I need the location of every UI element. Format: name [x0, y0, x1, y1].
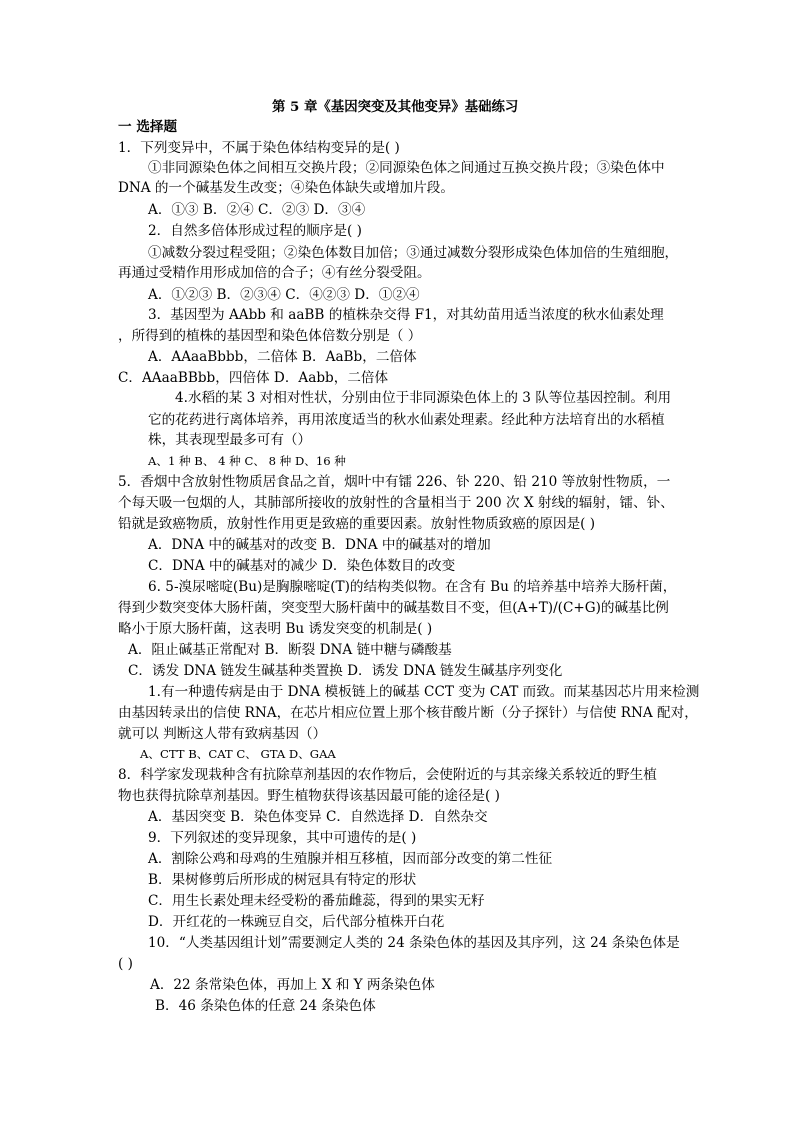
question-3-options: A．AAaaBbbb，二倍体 B．AaBb，二倍体 — [148, 349, 417, 365]
question-9-option-b: B．果树修剪后所形成的树冠具有特定的形状 — [148, 872, 417, 888]
question-4-options: A、1 种 B、 4 种 C、 8 种 D、16 种 — [148, 454, 346, 468]
question-7: 1.有一种遗传病是由于 DNA 模板链上的碱基 CCT 变为 CAT 而致。而某基因芯片用来检测 — [148, 684, 700, 700]
question-5-options: A．DNA 中的碱基对的改变 B．DNA 中的碱基对的增加 — [148, 537, 491, 553]
question-2-options: A．①②③ B．②③④ C．④②③ D．①②④ — [148, 287, 420, 303]
question-10-text: ( ) — [118, 956, 133, 972]
section-heading: 一 选择题 — [118, 119, 178, 135]
question-6-text: 得到少数突变体大肠杆菌，突变型大肠杆菌中的碱基数目不变，但(A+T)/(C+G)的碱基比例 — [118, 600, 669, 616]
question-2-text: 再通过受精作用形成加倍的合子；④有丝分裂受阻。 — [118, 265, 431, 281]
question-3: 3．基因型为 AAbb 和 aaBB 的植株杂交得 F1，对其幼苗用适当浓度的秋水仙素处理 — [148, 307, 664, 323]
question-1-options: A．①③ B．②④ C．②③ D．③④ — [148, 202, 366, 218]
question-10-option-b: B．46 条染色体的任意 24 条染色体 — [155, 998, 376, 1014]
question-4-text: 株，其表现型最多可有（） — [148, 432, 312, 448]
question-5-text: 个每天吸一包烟的人，其肺部所接收的放射性的含量相当于 200 次 X 射线的辐射，镭、钋、 — [118, 495, 674, 511]
question-2-text: ①减数分裂过程受阻；②染色体数目加倍；③通过减数分裂形成染色体加倍的生殖细胞， — [148, 245, 679, 261]
question-1-text: ①非同源染色体之间相互交换片段；②同源染色体之间通过互换交换片段；③染色体中 — [148, 160, 665, 176]
question-10: 10．“人类基因组计划”需要测定人类的 24 条染色体的基因及其序列，这 24 条染色体是 — [148, 935, 680, 951]
question-4: 4.水稻的某 3 对相对性状，分别由位于非同源染色体上的 3 队等位基因控制。利用 — [175, 390, 672, 406]
question-9-option-c: C．用生长素处理未经受粉的番茄雌蕊，得到的果实无籽 — [148, 893, 485, 909]
question-3-text: ，所得到的植株的基因型和染色体倍数分别是（ ） — [118, 328, 422, 344]
question-6-text: 略小于原大肠杆菌，这表明 Bu 诱发突变的机制是( ) — [118, 621, 433, 637]
question-6: 6. 5-溴尿嘧啶(Bu)是胸腺嘧啶(T)的结构类似物。在含有 Bu 的培养基中培养大肠杆菌， — [148, 579, 677, 595]
question-8-text: 物也获得抗除草剂基因。野生植物获得该基因最可能的途径是( ) — [118, 788, 500, 804]
question-9: 9．下列叙述的变异现象，其中可遗传的是( ) — [148, 830, 417, 846]
question-7-text: 由基因转录出的信使 RNA，在芯片相应位置上那个核苷酸片断（分子探针）与信使 RNA 配对， — [118, 705, 698, 721]
question-1: 1．下列变异中，不属于染色体结构变异的是( ) — [118, 140, 400, 156]
question-9-option-a: A．割除公鸡和母鸡的生殖腺并相互移植，因而部分改变的第二性征 — [148, 851, 553, 867]
question-3-options: C．AAaaBBbb，四倍体 D．Aabb，二倍体 — [118, 370, 389, 386]
question-7-text: 就可以 判断这人带有致病基因（） — [118, 726, 327, 742]
question-5: 5．香烟中含放射性物质居食品之首，烟叶中有镭 226、钋 220、铅 210 等放射性物质，一 — [118, 474, 671, 490]
question-5-text: 铅就是致癌物质，放射性作用更是致癌的重要因素。放射性物质致癌的原因是( ) — [118, 516, 596, 532]
question-5-options: C．DNA 中的碱基对的减少 D．染色体数目的改变 — [148, 558, 456, 574]
question-7-options: A、CTT B、CAT C、 GTA D、GAA — [140, 747, 336, 761]
question-2: 2．自然多倍体形成过程的顺序是( ) — [148, 223, 362, 239]
question-9-option-d: D．开红花的一株豌豆自交，后代部分植株开白花 — [148, 914, 445, 930]
question-6-options: A．阻止碱基正常配对 B．断裂 DNA 链中糖与磷酸基 — [128, 642, 452, 658]
question-1-text: DNA 的一个碱基发生改变；④染色体缺失或增加片段。 — [118, 180, 454, 196]
question-4-text: 它的花药进行离体培养，再用浓度适当的秋水仙素处理素。经此种方法培育出的水稻植 — [148, 412, 665, 428]
page-title: 第 5 章《基因突变及其他变异》基础练习 — [272, 99, 519, 115]
question-6-options: C．诱发 DNA 链发生碱基种类置换 D．诱发 DNA 链发生碱基序列变化 — [128, 663, 563, 679]
question-10-option-a: A．22 条常染色体，再加上 X 和 Y 两条染色体 — [150, 977, 435, 993]
question-8-options: A．基因突变 B．染色体变异 C．自然选择 D．自然杂交 — [148, 809, 488, 825]
question-8: 8．科学家发现栽种含有抗除草剂基因的农作物后，会使附近的与其亲缘关系较近的野生植 — [118, 767, 657, 783]
